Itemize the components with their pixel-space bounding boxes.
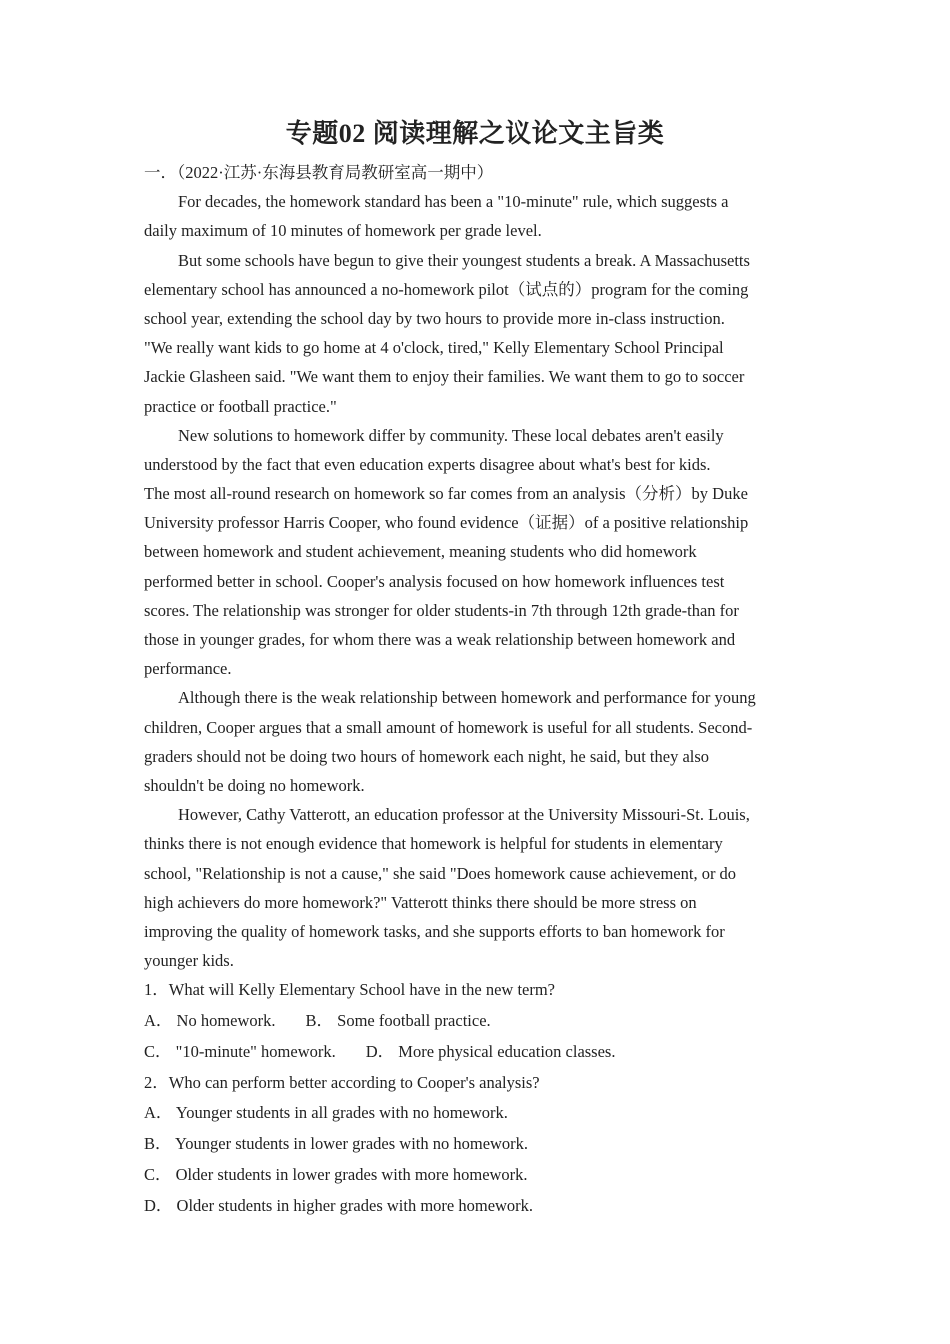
paragraph-line: daily maximum of 10 minutes of homework per grade level. [144,221,542,241]
source-line: 一．（2022·江苏·东海县教育局教研室高一期中） [144,163,494,182]
paragraph-line: improving the quality of homework tasks, and she supports efforts to ban homework for [144,921,725,941]
option-row [144,1191,809,1222]
option-row [144,1037,809,1068]
answer-option: A． Younger students in all grades with no homework. [144,1103,508,1123]
answer-option: B． Younger students in lower grades with no homework. [144,1134,529,1154]
option-row [144,1160,809,1191]
paragraph-line: performance. [144,659,232,679]
paragraph-line: younger kids. [144,951,234,971]
paragraph-line: The most all-round research on homework so far comes from an analysis（分析）by Duke [144,484,748,504]
paragraph-line: shouldn't be doing no homework. [144,775,365,795]
paragraph-line: high achievers do more homework?" Vatterott thinks there should be more stress on [144,892,697,912]
paragraph [144,800,809,975]
paragraph-line: understood by the fact that even education experts disagree about what's best for kids. [144,454,711,474]
paragraph-line: those in younger grades, for whom there was a weak relationship between homework and [144,630,736,649]
paragraph-line: children, Cooper argues that a small amount of homework is useful for all students. Second- [144,717,753,737]
paragraph-line: performed better in school. Cooper's analysis focused on how homework influences test [144,571,725,591]
questions [144,975,809,1221]
paragraph-line: between homework and student achievement, meaning students who did homework [144,542,697,562]
option-row [144,1098,809,1129]
paragraph [144,683,809,800]
paragraph [144,187,809,245]
question-stem: 2．Who can perform better according to Cooper's analysis? [144,1072,540,1092]
option-row [144,1006,809,1037]
paragraph [144,421,809,479]
paragraph-line: thinks there is not enough evidence that homework is helpful for students in elementary [144,834,723,854]
paragraph-line: Jackie Glasheen said. "We want them to enjoy their families. We want them to go to soccer [144,367,745,387]
paragraph-line: For decades, the homework standard has been a "10-minute" rule, which suggests a [178,192,729,212]
paragraph-line: school, "Relationship is not a cause," she said "Does homework cause achievement, or do [144,863,737,883]
document-title: 专题02 阅读理解之议论文主旨类 [285,119,665,148]
option-row [144,1129,809,1160]
paragraph [144,479,809,683]
question-stem: 1．What will Kelly Elementary School have in the new term? [144,980,556,1000]
answer-option: D． Older students in higher grades with more homework. [144,1195,534,1215]
answer-option: C． Older students in lower grades with more homework. [144,1165,528,1185]
paragraph-line: school year, extending the school day by two hours to provide more in-class instruction. [144,308,725,328]
paragraph-line: elementary school has announced a no-homework pilot（试点的）program for the coming [144,279,749,299]
paragraph-line: But some schools have begun to give their youngest students a break. A Massachusetts [178,250,750,270]
answer-option: B． Some football practice. [305,1011,491,1031]
paragraph-line: practice or football practice." [144,396,337,416]
answer-option: D． More physical education classes. [365,1041,616,1061]
paragraph-line: graders should not be doing two hours of homework each night, he said, but they also [144,746,710,766]
paragraph-line: University professor Harris Cooper, who found evidence（证据）of a positive relationship [144,513,749,533]
paragraph-line: New solutions to homework differ by community. These local debates aren't easily [178,425,724,445]
paragraph-line: "We really want kids to go home at 4 o'clock, tired," Kelly Elementary School Principal [144,338,724,358]
paragraph-line: scores. The relationship was stronger for older students-in 7th through 12th grade-than for [144,600,739,620]
paragraph [144,246,809,421]
paragraph-line: Although there is the weak relationship between homework and performance for young [178,688,756,708]
document-body [144,158,809,1222]
answer-option: C． "10-minute" homework. [144,1041,336,1061]
passage [144,187,809,975]
answer-option: A． No homework. [144,1011,276,1031]
paragraph-line: However, Cathy Vatterott, an education professor at the University Missouri-St. Louis, [178,805,750,825]
